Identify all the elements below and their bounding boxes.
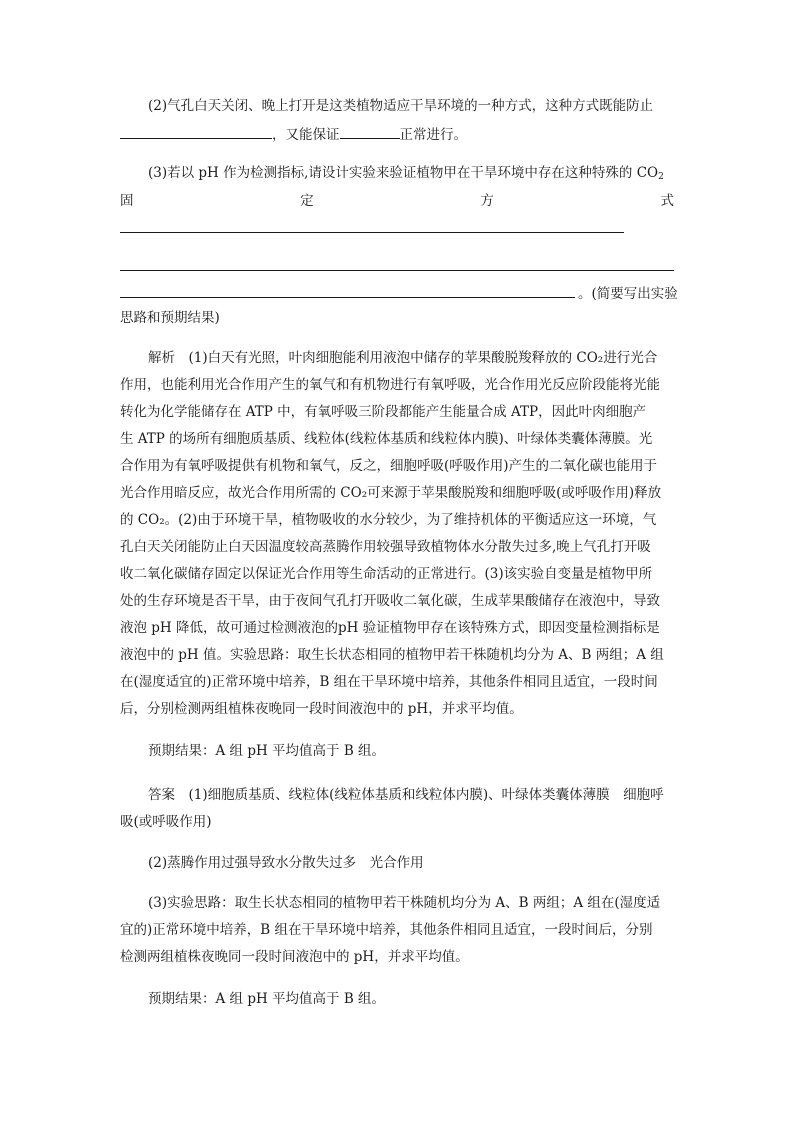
q2-line-2: [120, 124, 674, 146]
answer-blank: [120, 124, 272, 139]
analysis-line: 合作用为有氧呼吸提供有机物和氧气，反之，细胞呼吸(呼吸作用)产生的二氧化碳也能用于: [120, 458, 658, 474]
answer-line: 吸(或呼吸作用): [120, 814, 212, 830]
analysis-line: 液泡中的 pH 值。实验思路：取生长状态相同的植物甲若干株随机均分为 A、B 两组；A 组: [120, 647, 664, 663]
q2-line-2-mid: ，又能保证: [272, 127, 340, 143]
answer-prediction: 预期结果：A 组 pH 平均值高于 B 组。: [148, 991, 386, 1007]
q2-line-2-end: 正常进行。: [399, 127, 467, 143]
answer-q3-line: (3)实验思路：取生长状态相同的植物甲若干株随机均分为 A、B 两组；A 组在(湿度适: [148, 895, 661, 911]
q3-spread-char: 方: [480, 193, 494, 209]
answer-blank: [340, 124, 400, 139]
answer-rule: [120, 232, 624, 233]
analysis-line: 处的生存环境是否干旱，由于夜间气孔打开吸收二氧化碳，生成苹果酸储存在液泡中，导致: [120, 593, 660, 609]
q3-line-1: [148, 162, 674, 188]
q3-spread-char: 定: [300, 193, 314, 209]
q3-line-1-text: (3)若以 pH 作为检测指标,请设计实验来验证植物甲在干旱环境中存在这种特殊的 CO: [148, 165, 659, 181]
answer-line: 答案 (1)细胞质基质、线粒体(线粒体基质和线粒体内膜)、叶绿体类囊体薄膜 细胞呼: [148, 787, 664, 803]
analysis-line: 在(湿度适宜的)正常环境中培养，B 组在干旱环境中培养，其他条件相同且适宜，一段时间: [120, 674, 658, 690]
analysis-line: 解析 (1)白天有光照，叶肉细胞能利用液泡中储存的苹果酸脱羧释放的 CO₂进行光合: [148, 350, 658, 366]
analysis-line: 的 CO₂。(2)由于环境干旱，植物吸收的水分较少，为了维持机体的平衡适应这一环境，气: [120, 512, 657, 528]
q3-spread-char: 固: [120, 193, 134, 209]
answer-rule: [120, 297, 575, 298]
analysis-line: 生 ATP 的场所有细胞质基质、线粒体(线粒体基质和线粒体内膜)、叶绿体类囊体薄膜。光: [120, 431, 653, 447]
analysis-line: 光合作用暗反应，故光合作用所需的 CO₂可来源于苹果酸脱羧和细胞呼吸(或呼吸作用)释放: [120, 485, 662, 501]
answer-q3-line: 宜的)正常环境中培养，B 组在干旱环境中培养，其他条件相同且适宜，一段时间后，分别: [120, 922, 653, 938]
analysis-line: 收二氧化碳储存固定以保证光合作用等生命活动的正常进行。(3)该实验自变量是植物甲所: [120, 566, 653, 582]
answer-q2: (2)蒸腾作用过强导致水分散失过多 光合作用: [148, 855, 424, 871]
q2-line-1: (2)气孔白天关闭、晚上打开是这类植物适应干旱环境的一种方式，这种方式既能防止: [148, 98, 654, 114]
q3-spread-line: [120, 190, 674, 212]
co2-subscript: 2: [658, 172, 664, 182]
analysis-line: 孔白天关闭能防止白天因温度较高蒸腾作用较强导致植物体水分散失过多,晚上气孔打开吸: [120, 539, 651, 555]
q3-spread-char: 式: [660, 193, 674, 209]
analysis-line: 作用，也能利用光合作用产生的氧气和有机物进行有氧呼吸，光合作用光反应阶段能将光能: [120, 377, 660, 393]
analysis-prediction: 预期结果：A 组 pH 平均值高于 B 组。: [148, 743, 386, 759]
q3-line-last: 思路和预期结果): [120, 310, 220, 326]
answer-rule: [120, 270, 674, 271]
answer-q3-line: 检测两组植株夜晚同一段时间液泡中的 pH，并求平均值。: [120, 949, 469, 965]
q3-line-end: 。(简要写出实验: [578, 286, 678, 302]
analysis-line: 转化为化学能储存在 ATP 中，有氧呼吸三阶段都能产生能量合成 ATP，因此叶肉细胞产: [120, 404, 647, 420]
analysis-line: 后，分别检测两组植株夜晚同一段时间液泡中的 pH，并求平均值。: [120, 701, 523, 717]
analysis-line: 液泡 pH 降低，故可通过检测液泡的pH 验证植物甲存在该特殊方式，即因变量检测指标是: [120, 620, 660, 636]
